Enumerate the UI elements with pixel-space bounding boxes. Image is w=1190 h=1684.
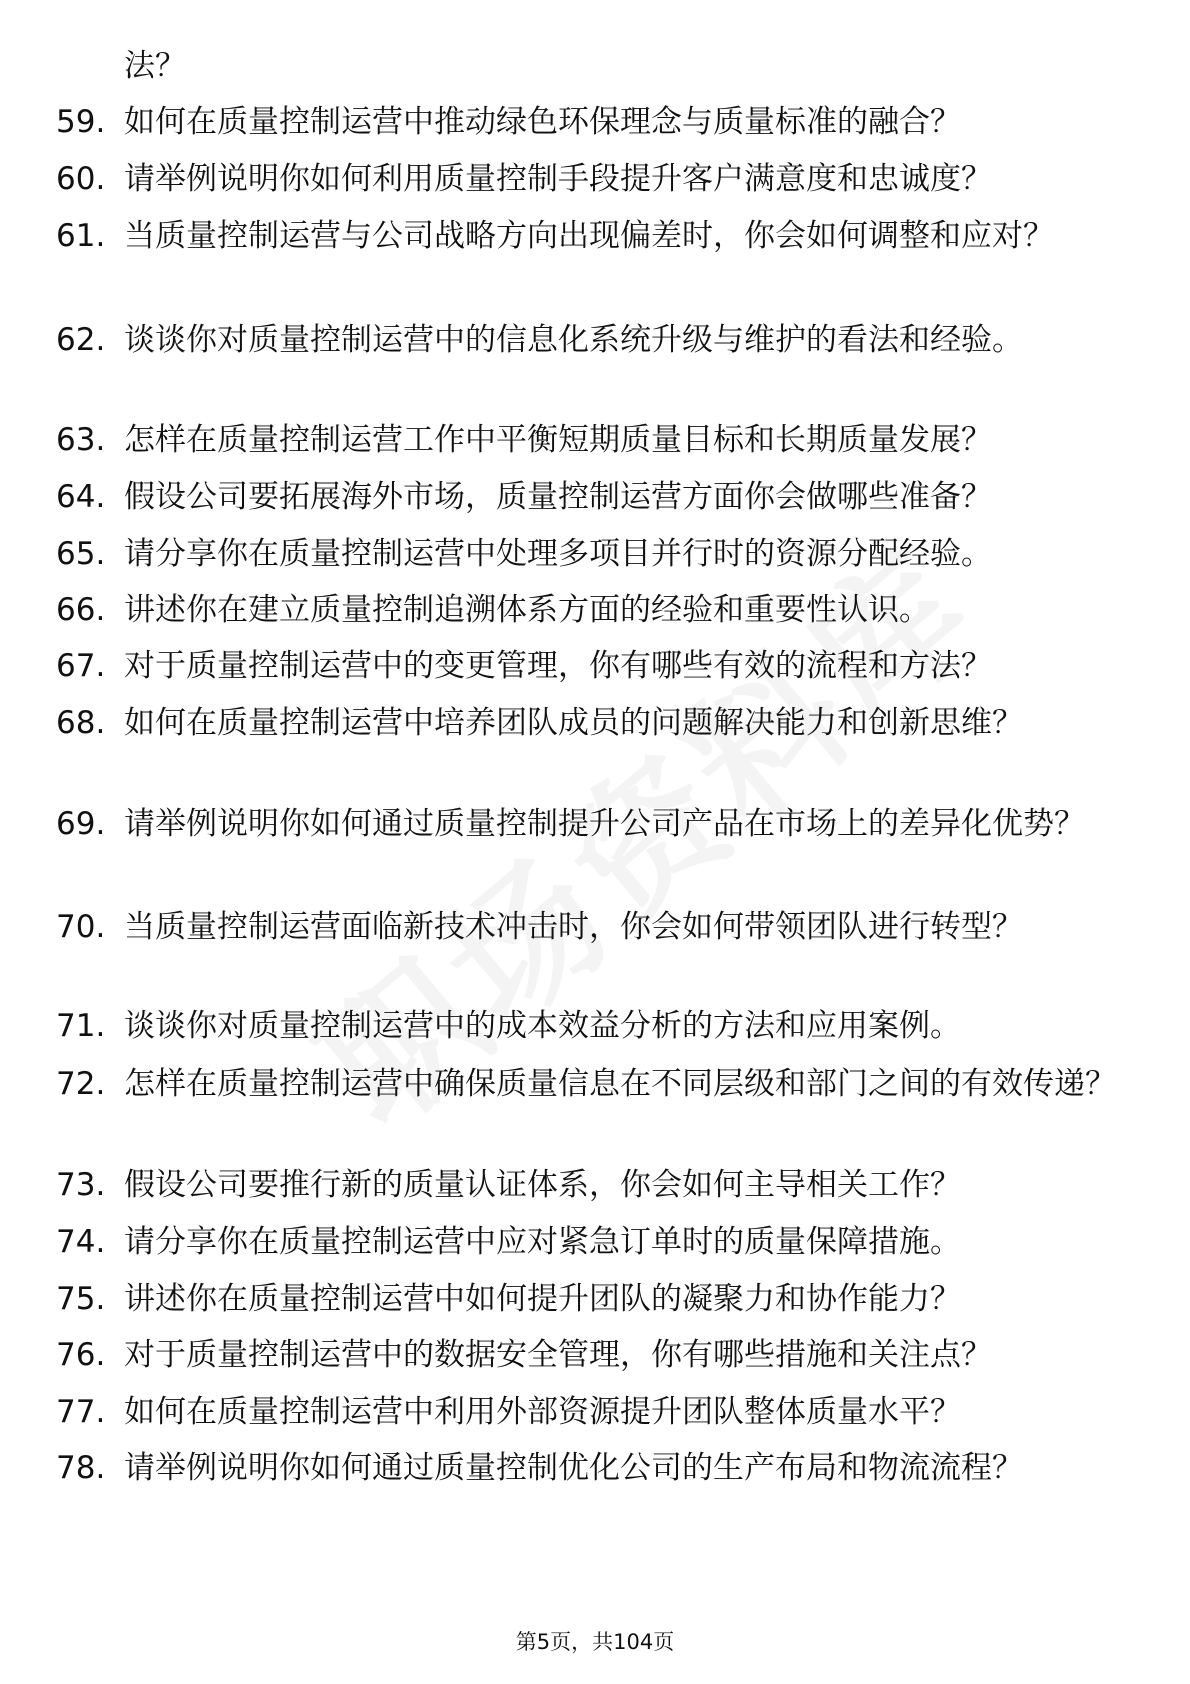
- item-text: 如何在质量控制运营中推动绿色环保理念与质量标准的融合？: [124, 104, 961, 140]
- item-number: 71.: [56, 1008, 106, 1044]
- item-number: 73.: [56, 1167, 106, 1203]
- item-text: 请举例说明你如何通过质量控制优化公司的生产布局和物流流程？: [124, 1450, 1023, 1486]
- item-text: 请分享你在质量控制运营中处理多项目并行时的资源分配经验。: [124, 536, 992, 572]
- item-number: 74.: [56, 1224, 106, 1260]
- item-text: 请分享你在质量控制运营中应对紧急订单时的质量保障措施。: [124, 1224, 961, 1260]
- item-text: 如何在质量控制运营中培养团队成员的问题解决能力和创新思维？: [124, 705, 1023, 741]
- page-footer: 第5页，共104页: [515, 1630, 675, 1654]
- item-text: 请举例说明你如何利用质量控制手段提升客户满意度和忠诚度？: [124, 161, 992, 197]
- item-number: 61.: [56, 218, 106, 254]
- item-text: 假设公司要拓展海外市场，质量控制运营方面你会做哪些准备？: [124, 479, 992, 515]
- item-number: 78.: [56, 1450, 106, 1486]
- item-number: 76.: [56, 1337, 106, 1373]
- item-number: 62.: [56, 322, 106, 358]
- item-text: 谈谈你对质量控制运营中的成本效益分析的方法和应用案例。: [124, 1008, 961, 1044]
- item-text: 谈谈你对质量控制运营中的信息化系统升级与维护的看法和经验。: [124, 322, 1023, 358]
- item-number: 67.: [56, 648, 106, 684]
- item-text: 讲述你在质量控制运营中如何提升团队的凝聚力和协作能力？: [124, 1281, 961, 1317]
- item-number: 59.: [56, 104, 106, 140]
- item-text: 请举例说明你如何通过质量控制提升公司产品在市场上的差异化优势？: [124, 806, 1085, 842]
- item-text: 对于质量控制运营中的变更管理，你有哪些有效的流程和方法？: [124, 648, 992, 684]
- item-text: 如何在质量控制运营中利用外部资源提升团队整体质量水平？: [124, 1394, 961, 1430]
- item-text: 对于质量控制运营中的数据安全管理，你有哪些措施和关注点？: [124, 1337, 992, 1373]
- item-number: 75.: [56, 1281, 106, 1317]
- item-number: 63.: [56, 422, 106, 458]
- item-number: 69.: [56, 806, 106, 842]
- item-number: 65.: [56, 536, 106, 572]
- item-text: 假设公司要推行新的质量认证体系，你会如何主导相关工作？: [124, 1167, 961, 1203]
- item-text: 讲述你在建立质量控制追溯体系方面的经验和重要性认识。: [124, 592, 930, 628]
- item-text: 怎样在质量控制运营工作中平衡短期质量目标和长期质量发展？: [124, 422, 992, 458]
- continuation-text: 法？: [124, 48, 186, 84]
- item-number: 72.: [56, 1066, 106, 1102]
- item-text: 当质量控制运营与公司战略方向出现偏差时，你会如何调整和应对？: [124, 218, 1054, 254]
- item-number: 60.: [56, 161, 106, 197]
- item-number: 64.: [56, 479, 106, 515]
- item-number: 70.: [56, 909, 106, 945]
- item-number: 66.: [56, 592, 106, 628]
- item-number: 77.: [56, 1394, 106, 1430]
- item-text: 怎样在质量控制运营中确保质量信息在不同层级和部门之间的有效传递？: [124, 1066, 1116, 1102]
- item-text: 当质量控制运营面临新技术冲击时，你会如何带领团队进行转型？: [124, 909, 1023, 945]
- item-number: 68.: [56, 705, 106, 741]
